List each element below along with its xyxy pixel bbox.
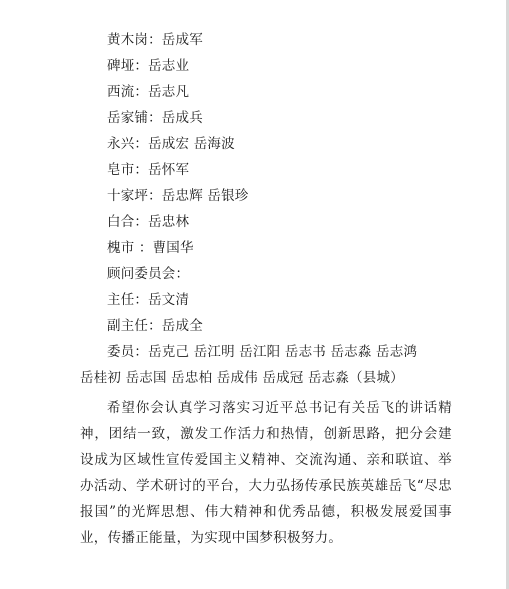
branch-line-zaoshi: 皂市：岳怀军 [107, 162, 190, 178]
advisory-committee-heading: 顾问委员会： [107, 266, 190, 282]
branch-line-xiliu: 西流：岳志凡 [107, 84, 190, 100]
closing-paragraph: 希望你会认真学习落实习近平总书记有关岳飞的讲话精神，团结一致，激发工作活力和热情，创新思路，把分会建设成为区域性宣传爱国主义精神、交流沟通、亲和联谊、举办活动、学术研讨的平台，大力弘扬传承民族英雄岳飞“尽忠报国”的光辉思想、伟大精神和优秀品德，积极发展爱国事业，传播正能量，为实现中国梦积极努力。 [80, 400, 452, 546]
branch-line-huangmugang: 黄木岗：岳成军 [107, 32, 203, 48]
advisory-deputy-director-line: 副主任：岳成全 [107, 318, 203, 334]
branch-line-yongxing: 永兴：岳成宏 岳海波 [107, 136, 235, 152]
advisory-members-line-2: 岳桂初 岳志国 岳忠柏 岳成伟 岳成冠 岳志淼（县城） [80, 370, 404, 386]
branch-line-yuejiapu: 岳家铺：岳成兵 [107, 110, 203, 126]
branch-line-beiya: 碑垭：岳志业 [107, 58, 190, 74]
branch-line-shijiaping: 十家坪：岳忠辉 岳银珍 [107, 188, 249, 204]
advisory-members-line-1: 委员：岳克己 岳江明 岳江阳 岳志书 岳志淼 岳志鸿 [107, 344, 418, 360]
advisory-director-line: 主任：岳文清 [107, 292, 190, 308]
branch-line-huaishi: 槐市 ：曹国华 [107, 240, 194, 256]
branch-line-baihe: 白合：岳忠林 [107, 214, 190, 230]
